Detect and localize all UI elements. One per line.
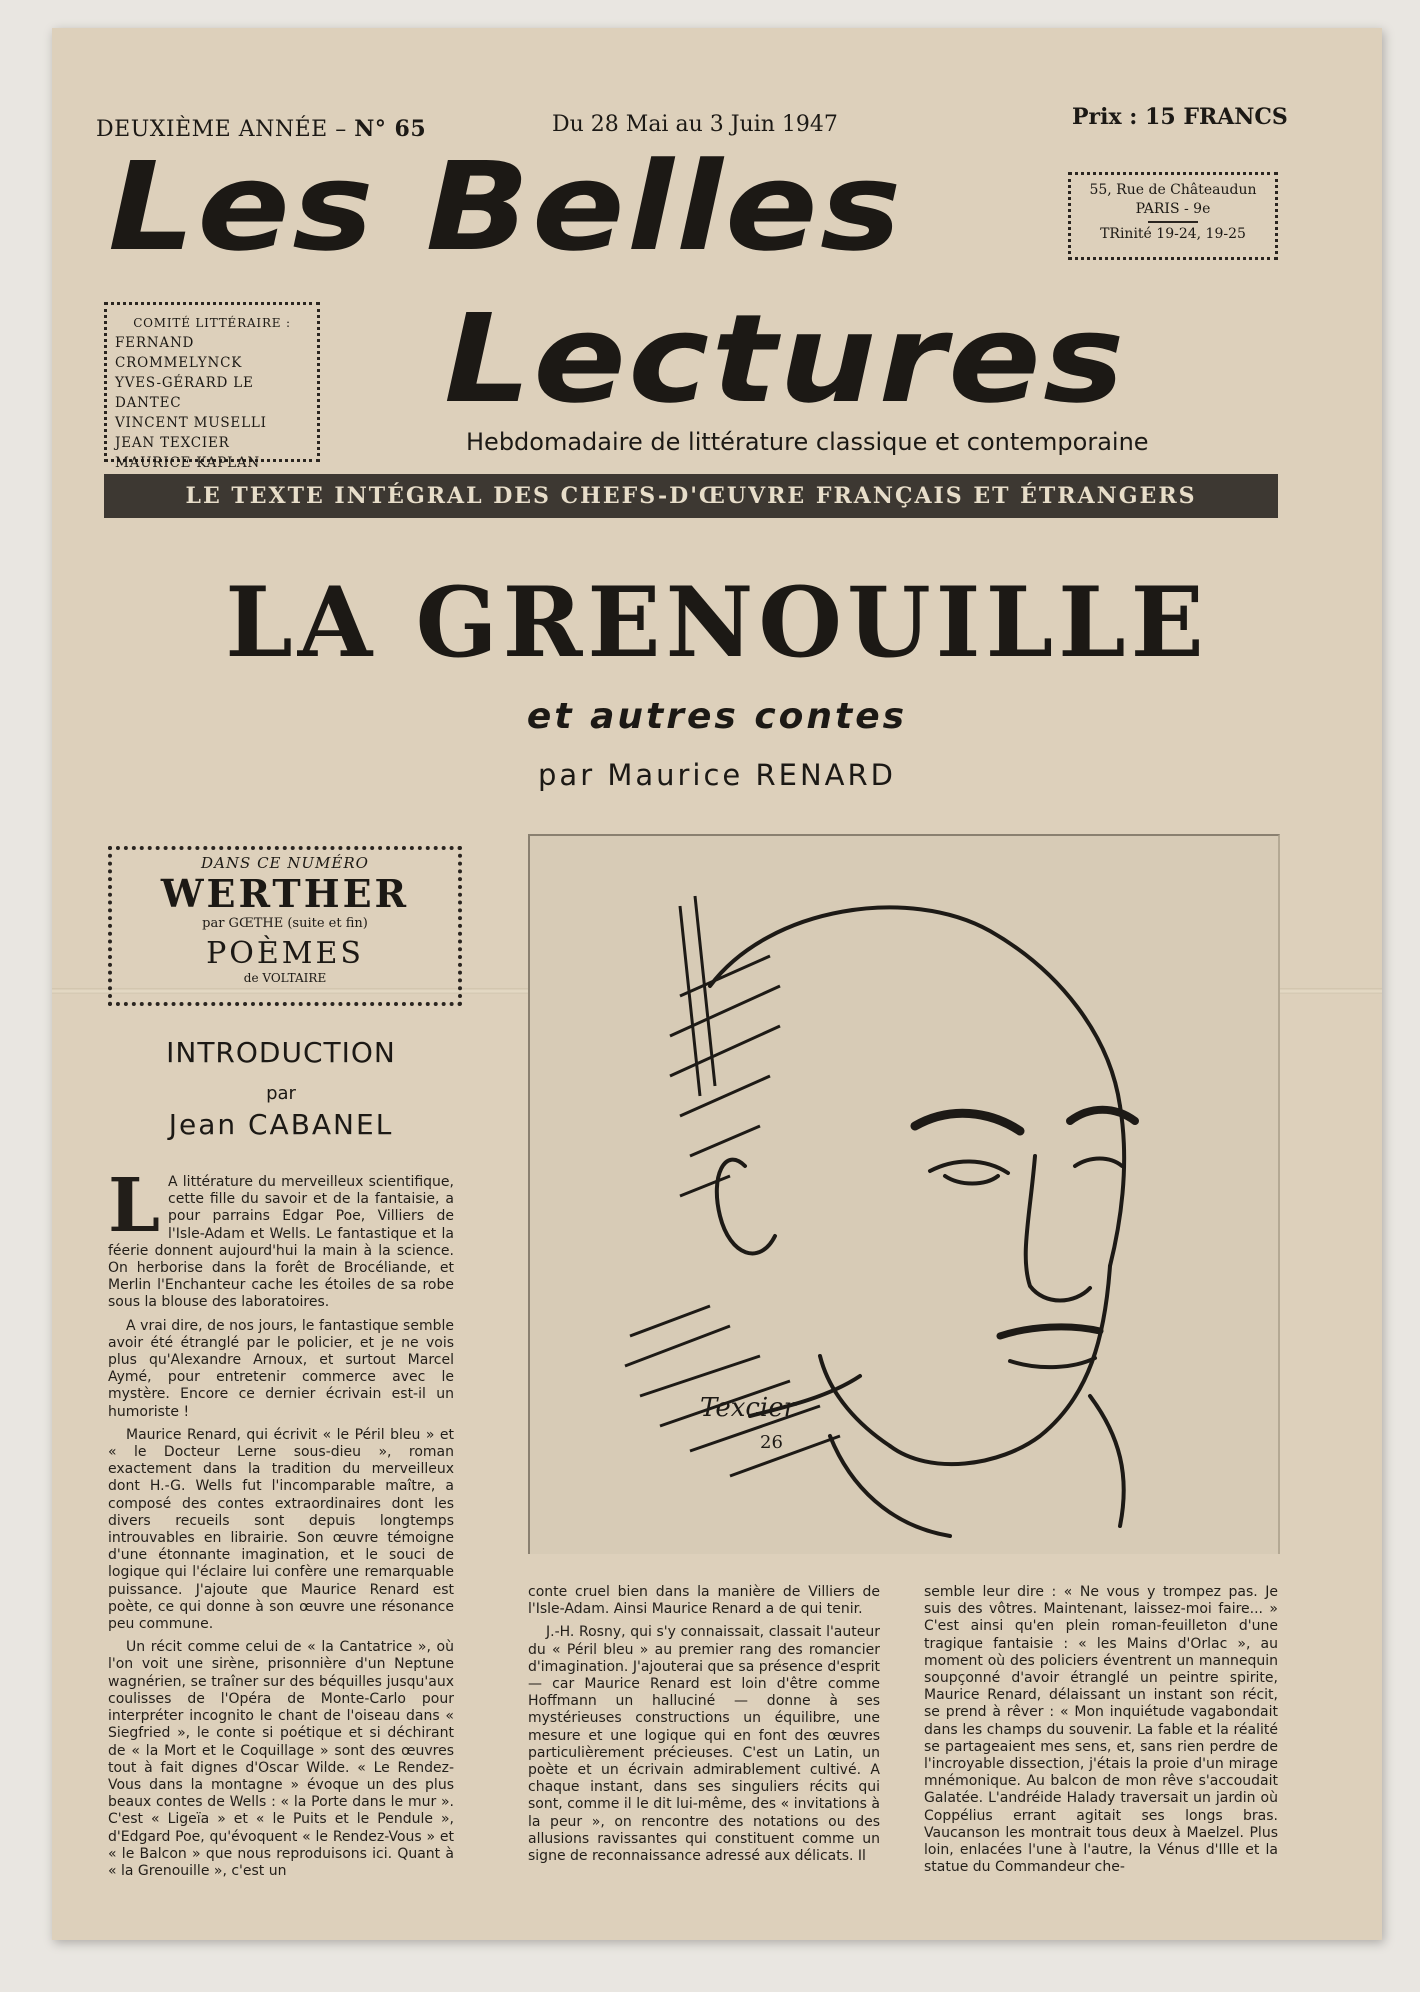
issue-work2-title: POÈMES	[206, 936, 364, 971]
headline-subtitle: et autres contes	[526, 696, 908, 737]
issue-label: DEUXIÈME ANNÉE	[96, 117, 328, 142]
article-column-1	[108, 1163, 454, 1886]
committee-member: VINCENT MUSELLI	[115, 415, 267, 431]
portrait-signature-number: 26	[760, 1432, 783, 1453]
committee-member: FERNAND CROMMELYNCK	[115, 335, 243, 371]
introduction-title: INTRODUCTION	[166, 1036, 396, 1069]
portrait-signature-name: Texcier	[700, 1393, 797, 1423]
headline-title: LA GRENOUILLE	[225, 566, 1209, 679]
article-paragraph: A littérature du merveilleux scientifique, cette fille du savoir et de la fantaisie, a pour parrains Edgar Poe, Villiers de l'Isle-Adam et Wells. Le fantastique et la féerie donnent aujourd'hui la main à la science. On herborise dans la forêt de Brocéliande, et Merlin l'Enchanteur cache les étoiles de sa robe sous la blouse des laboratoires.	[108, 1174, 454, 1311]
article-column-3	[924, 1584, 1278, 1882]
address-box	[1068, 172, 1278, 260]
price: Prix : 15 FRANCS	[1072, 104, 1288, 130]
issue-info: DEUXIÈME ANNÉE – N° 65	[96, 116, 427, 142]
portrait-hatching	[625, 896, 840, 1476]
introduction-by: par	[266, 1083, 296, 1104]
article-paragraph: conte cruel bien dans la manière de Villiers de l'Isle-Adam. Ainsi Maurice Renard a de qui tenir.	[528, 1584, 880, 1618]
address-divider	[1148, 221, 1198, 223]
issue-work1-author: par GŒTHE (suite et fin)	[202, 916, 368, 931]
article-paragraph: J.-H. Rosny, qui s'y connaissait, classait l'auteur du « Péril bleu » au premier rang des romancier d'imagination. J'ajouterai que sa présence d'esprit — car Maurice Renard est loin d'être comme Hoffmann un halluciné — donne à ses mystérieuses constructions un équilibre, une mesure et une logique qui en font des œuvres particulièrement précieuses. C'est un Latin, un poète et un écrivain admirablement cultivé. A chaque instant, dans ses singuliers récits qui sont, comme il le dit lui-même, des « invitations à la peur », on rencontre des notations ou des allusions ravissantes qui constituent comme un signe de reconnaissance adressé aux délicats. Il	[528, 1624, 880, 1865]
committee-member: JEAN TEXCIER	[115, 435, 230, 451]
article-paragraph: Un récit comme celui de « la Cantatrice », où l'on voit une sirène, prisonnière d'un Neptune wagnérien, se traîner sur des béquilles jusqu'aux coulisses de l'Opéra de Monte-Carlo pour interpréter incognito le chant de l'oiseau dans « Siegfried », le conte si poétique et si déchirant de « la Mort et le Coquillage » sont des œuvres tout à fait dignes d'Oscar Wilde. « Le Rendez-Vous dans la montagne » évoque un des plus beaux contes de Wells : « la Porte dans le mur ». C'est « Ligeïa » et « le Puits et le Pendule », d'Edgard Poe, qu'évoquent « le Rendez-Vous » et « le Balcon » que nous reproduisons ici. Quant à « la Grenouille », c'est un	[108, 1639, 454, 1879]
masthead-banner: LE TEXTE INTÉGRAL DES CHEFS-D'ŒUVRE FRANÇAIS ET ÉTRANGERS	[104, 474, 1278, 518]
article-paragraph: semble leur dire : « Ne vous y trompez pas. Je suis des vôtres. Maintenant, laissez-moi faire... » C'est ainsi qu'en plein roman-feuilleton d'une tragique fantaisie : « les Mains d'Orlac », au moment où des policiers éventrent un mannequin soupçonné d'avoir étranglé un peintre spirite, Maurice Renard, délaissant un instant son récit, se prend à rêver : « Mon inquiétude vagabondait dans les champs du souvenir. La fable et la réalité se partageaient mes sens, et, sans rien perdre de l'incroyable dissection, j'étais la proie d'un mirage mnémonique. Au balcon de mon rêve s'accoudait Galatée. L'andréide Halady traversait un jardin où Coppélius errant agitait ses longs bras. Vaucanson les montrait tous deux à Maelzel. Plus loin, enlacées l'une à l'autre, la Vénus d'Ille et la statue du Commandeur che-	[924, 1584, 1278, 1876]
issue-work1-title: WERTHER	[160, 871, 410, 916]
committee-box	[104, 302, 320, 471]
introduction-author: Jean CABANEL	[168, 1108, 394, 1141]
address-street: 55, Rue de Châteaudun	[1089, 182, 1257, 198]
masthead-title-line2: Lectures	[444, 288, 1127, 430]
committee-member: MAURICE KAPLAN	[115, 455, 261, 471]
issue-dates: Du 28 Mai au 3 Juin 1947	[552, 112, 838, 137]
committee-member: YVES-GÉRARD LE DANTEC	[115, 375, 254, 411]
headline-author: par Maurice RENARD	[538, 758, 896, 792]
issue-contents-label: DANS CE NUMÉRO	[201, 854, 369, 872]
article-paragraph: Maurice Renard, qui écrivit « le Péril bleu » et « le Docteur Lerne sous-dieu », roman exactement dans la tradition du merveilleux dont H.-G. Wells fut l'incomparable maître, a composé des contes extraordinaires dont les divers recueils sont depuis longtemps introuvables en librairie. Son œuvre témoigne d'une étonnante imagination, et le souci de logique qui l'éclaire lui confère une remarquable puissance. J'ajoute que Maurice Renard est poète, ce qui donne à son œuvre une résonance peu commune.	[108, 1426, 454, 1633]
portrait-drawing	[530, 836, 1278, 1552]
address-city: PARIS - 9e	[1135, 201, 1211, 217]
committee-heading: COMITÉ LITTÉRAIRE :	[133, 316, 291, 330]
article-dropcap: L	[108, 1163, 161, 1249]
masthead-tagline: Hebdomadaire de littérature classique et contemporaine	[466, 428, 1149, 456]
address-phone: TRinité 19-24, 19-25	[1100, 226, 1246, 242]
article-column-2	[528, 1584, 880, 1871]
introduction-heading	[108, 1036, 454, 1141]
issue-work2-author: de VOLTAIRE	[243, 971, 327, 985]
issue-number: N° 65	[354, 116, 427, 142]
author-portrait-illustration	[528, 834, 1280, 1554]
newspaper-page	[52, 28, 1382, 1940]
issue-contents-box	[108, 846, 462, 1006]
masthead-title-line1: Les Belles	[108, 136, 904, 278]
article-paragraph: A vrai dire, de nos jours, le fantastique semble avoir été étranglé par le policier, et je ne vois plus qu'Alexandre Arnoux, et surtout Marcel Aymé, pour entretenir commerce avec le mystère. Encore ce dernier écrivain est-il un humoriste !	[108, 1317, 454, 1420]
